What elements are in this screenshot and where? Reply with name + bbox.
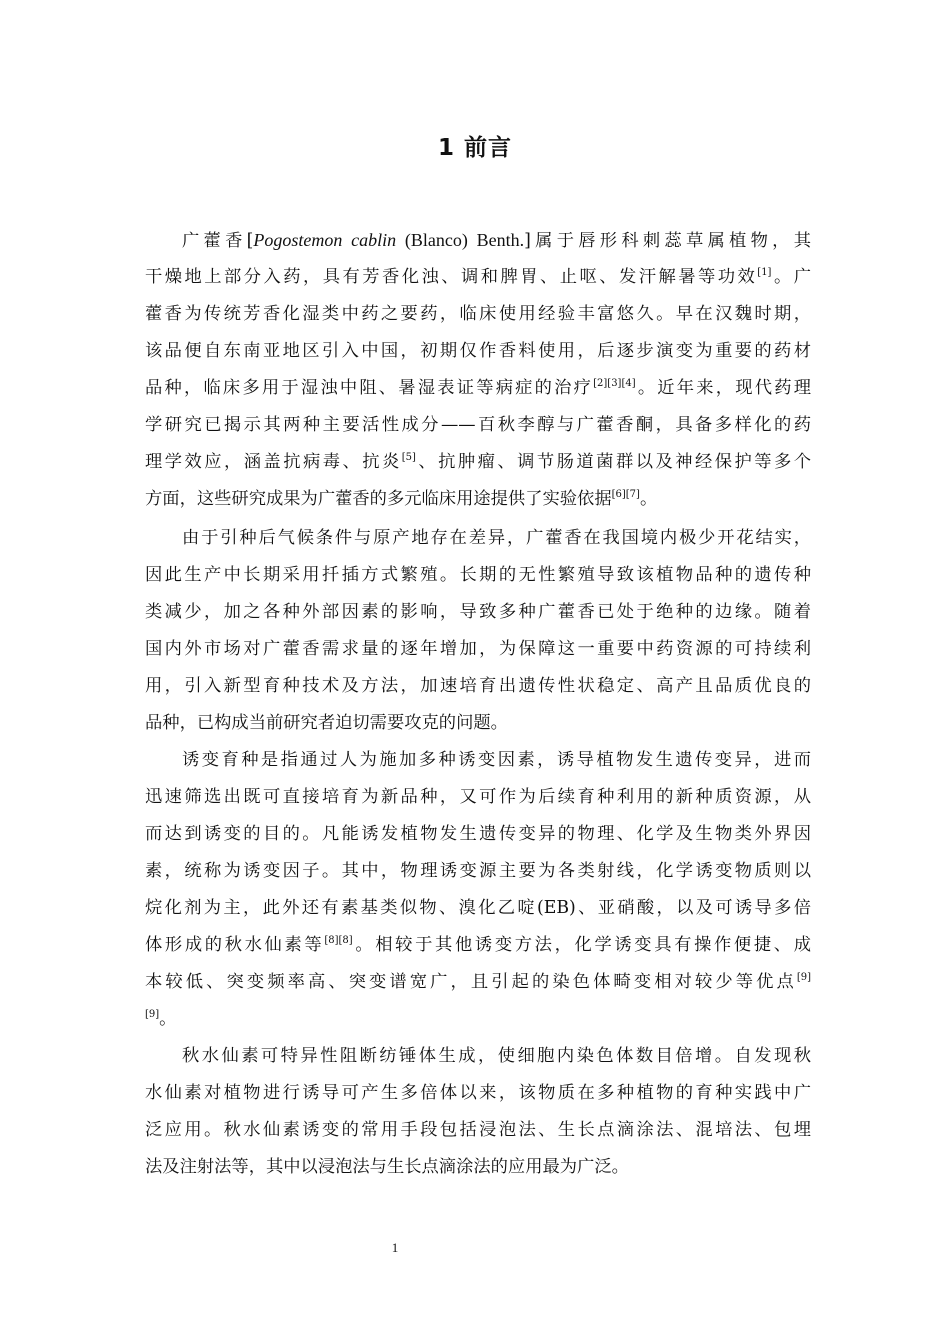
paragraph-3-line-4: 素，统称为诱变因子。其中，物理诱变源主要为各类射线，化学诱变物质则以: [145, 861, 811, 881]
citation-ref: [8][8]: [324, 935, 353, 946]
text-span: 。广: [771, 267, 811, 287]
paragraph-4-line-2: 水仙素对植物进行诱导可产生多倍体以来，该物质在多种植物的育种实践中广: [145, 1083, 811, 1103]
citation-ref: [6][7]: [611, 489, 640, 500]
paragraph-2-line-3: 类减少，加之各种外部因素的影响，导致多种广藿香已处于绝种的边缘。随着: [145, 602, 811, 622]
paragraph-2-line-1: 由于引种后气候条件与原产地存在差异，广藿香在我国境内极少开花结实，: [182, 528, 811, 548]
text-span: 广藿香[: [182, 231, 254, 251]
text-span: 方面，这些研究成果为广藿香的多元临床用途提供了实验依据: [145, 489, 612, 509]
citation-ref: [9]: [796, 972, 811, 983]
paragraph-1-line-6: 学研究已揭示其两种主要活性成分——百秋李醇与广藿香酮，具备多样化的药: [145, 415, 811, 435]
paragraph-2-line-2: 因此生产中长期采用扦插方式繁殖。长期的无性繁殖导致该植物品种的遗传种: [145, 565, 811, 585]
text-span: 品种，临床多用于湿浊中阻、暑湿表证等病症的治疗: [145, 378, 594, 398]
citation-ref: [5]: [401, 452, 416, 463]
text-span: 。近年来，现代药理: [635, 378, 811, 398]
paragraph-3-line-6: [145, 933, 811, 957]
paragraph-3-line-8: [145, 1007, 811, 1031]
paragraph-3-line-2: 迅速筛选出既可直接培育为新品种，又可作为后续育种利用的新种质资源，从: [145, 787, 811, 807]
text-span: 理学效应，涵盖抗病毒、抗炎: [145, 452, 402, 472]
paragraph-1-line-7: [145, 450, 811, 474]
citation-ref: [9]: [145, 1009, 160, 1020]
paragraph-3-line-7: [145, 970, 811, 994]
paragraph-3-line-3: 而达到诱变的目的。凡能诱发植物发生遗传变异的物理、化学及生物类外界因: [145, 824, 811, 844]
paragraph-2-line-5: 用，引入新型育种技术及方法，加速培育出遗传性状稳定、高产且品质优良的: [145, 676, 811, 696]
text-span: 。: [639, 489, 658, 509]
paragraph-1-line-5: [145, 376, 811, 400]
text-span: ]属于唇形科刺蕊草属植物，其: [524, 231, 811, 251]
paragraph-1-line-1: [182, 228, 811, 253]
species-name: Pogostemon cablin: [253, 230, 397, 250]
text-span: 干燥地上部分入药，具有芳香化浊、调和脾胃、止呕、发汗解暑等功效: [145, 267, 758, 287]
paragraph-2-line-4: 国内外市场对广藿香需求量的逐年增加，为保障这一重要中药资源的可持续利: [145, 639, 811, 659]
text-span: 、抗肿瘤、调节肠道菌群以及神经保护等多个: [415, 452, 811, 472]
page-title: 1 前言: [437, 135, 512, 161]
text-span: 。: [159, 1009, 177, 1029]
paragraph-1-line-3: 藿香为传统芳香化湿类中药之要药，临床使用经验丰富悠久。早在汉魏时期，: [145, 304, 811, 324]
species-authority: (Blanco) Benth.: [396, 230, 525, 250]
paragraph-4-line-4: 法及注射法等，其中以浸泡法与生长点滴涂法的应用最为广泛。: [145, 1157, 629, 1177]
paragraph-3-line-5: 烷化剂为主，此外还有素基类似物、溴化乙啶(EB)、亚硝酸，以及可诱导多倍: [145, 898, 811, 918]
paragraph-1-line-4: 该品便自东南亚地区引入中国，初期仅作香料使用，后逐步演变为重要的药材: [145, 341, 811, 361]
paragraph-1-line-2: [145, 265, 811, 289]
text-span: 本较低、突变频率高、突变谱宽广，且引起的染色体畸变相对较少等优点: [145, 972, 797, 992]
paragraph-4-line-3: 泛应用。秋水仙素诱变的常用手段包括浸泡法、生长点滴涂法、混培法、包埋: [145, 1120, 811, 1140]
text-span: 。相较于其他诱变方法，化学诱变具有操作便捷、成: [352, 935, 811, 955]
citation-ref: [1]: [757, 267, 772, 278]
text-span: 体形成的秋水仙素等: [145, 935, 325, 955]
page-number: 1: [391, 1240, 399, 1255]
paragraph-4-line-1: 秋水仙素可特异性阻断纺锤体生成，使细胞内染色体数目倍增。自发现秋: [182, 1046, 811, 1066]
paragraph-1-line-8: [145, 487, 811, 511]
paragraph-3-line-1: 诱变育种是指通过人为施加多种诱变因素，诱导植物发生遗传变异，进而: [182, 750, 811, 770]
paragraph-2-line-6: 品种，已构成当前研究者迫切需要攻克的问题。: [145, 713, 508, 733]
citation-ref: [2][3][4]: [593, 378, 636, 389]
